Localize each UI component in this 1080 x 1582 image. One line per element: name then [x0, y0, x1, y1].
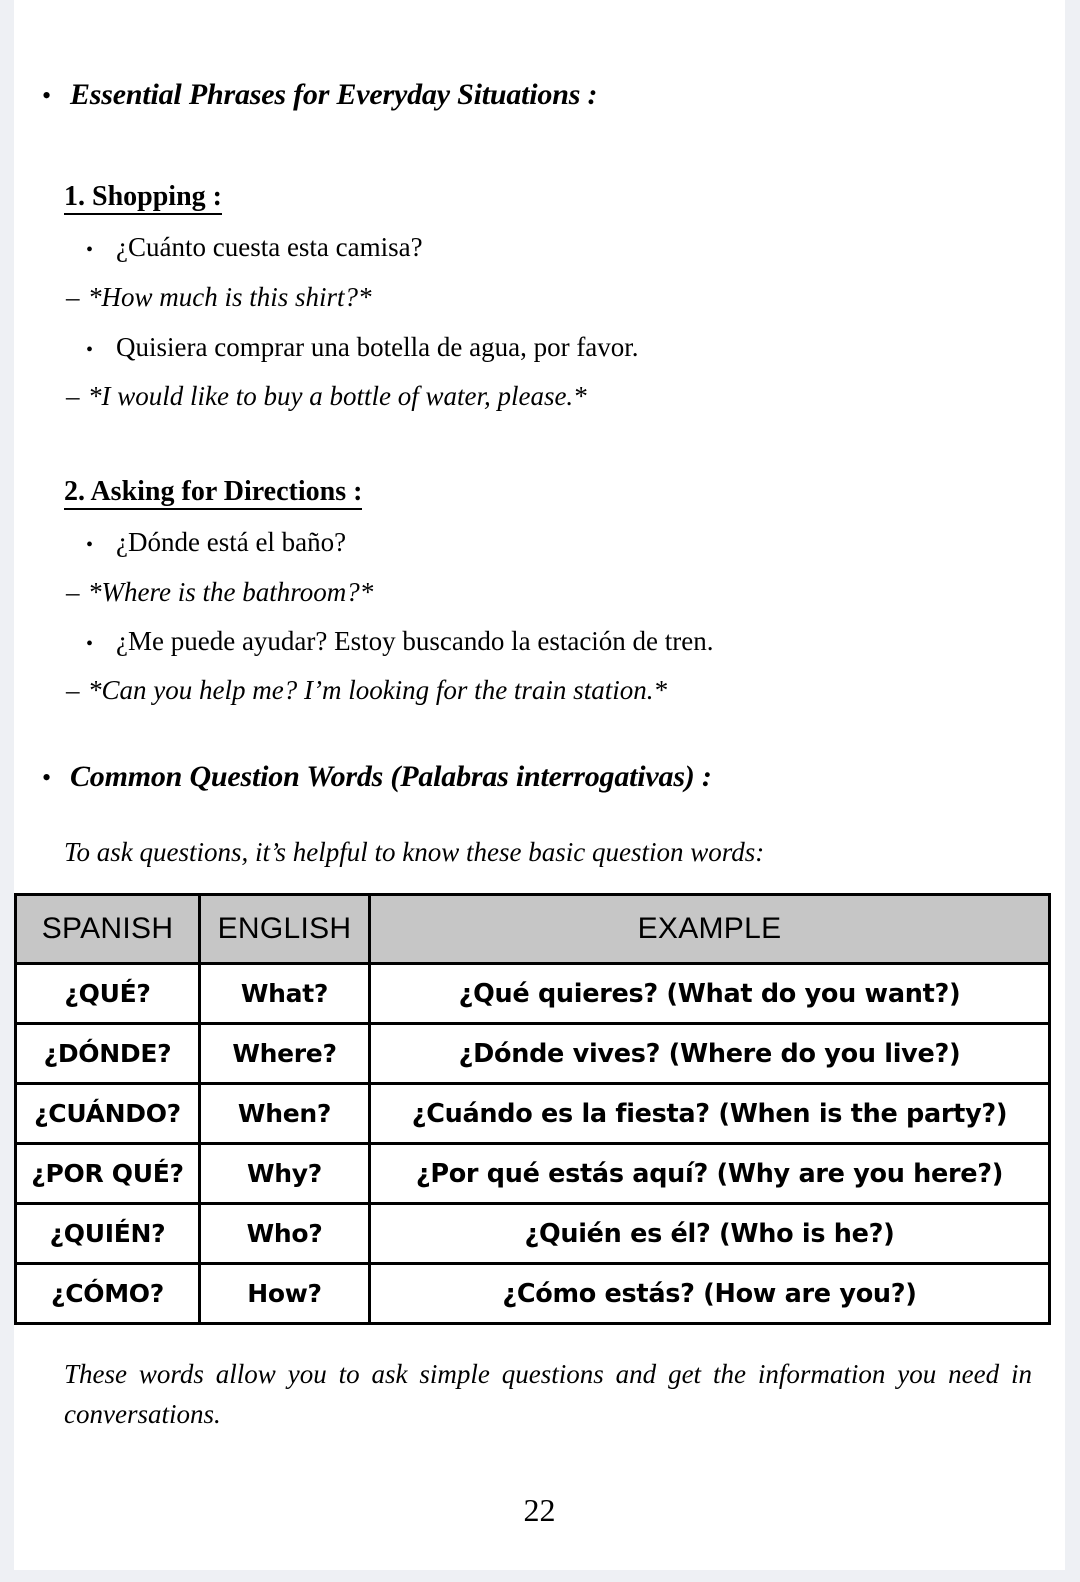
phrase-spanish: ¿Cuánto cuesta esta camisa?	[116, 232, 423, 262]
phrase-spanish: Quisiera comprar una botella de agua, por favor.	[116, 332, 639, 362]
dash-icon: –	[66, 381, 80, 411]
translation-item	[66, 577, 1046, 608]
table-row	[16, 964, 1050, 1024]
table-row	[16, 1084, 1050, 1144]
cell-english: Who?	[200, 1204, 370, 1264]
cell-english: Where?	[200, 1024, 370, 1084]
cell-spanish: ¿CUÁNDO?	[16, 1084, 200, 1144]
phrase-spanish: ¿Dónde está el baño?	[116, 527, 347, 557]
column-header-english: ENGLISH	[200, 895, 370, 964]
closing-paragraph: These words allow you to ask simple questions and get the information you need in conversations.	[64, 1359, 1032, 1429]
phrase-english: *Where is the bathroom?*	[88, 577, 374, 607]
cell-example: ¿Cómo estás? (How are you?)	[370, 1264, 1050, 1324]
cell-spanish: ¿CÓMO?	[16, 1264, 200, 1324]
bullet-icon: •	[42, 763, 52, 792]
cell-example: ¿Cuándo es la fiesta? (When is the party?)	[370, 1084, 1050, 1144]
phrase-item	[86, 626, 1036, 657]
cell-example: ¿Quién es él? (Who is he?)	[370, 1204, 1050, 1264]
bullet-icon: •	[42, 81, 52, 110]
section-heading-question-words	[42, 760, 1032, 794]
table-row	[16, 1144, 1050, 1204]
dash-icon: –	[66, 675, 80, 705]
subsection-heading-shopping	[64, 181, 222, 213]
subsection-heading-directions	[64, 476, 362, 508]
cell-example: ¿Dónde vives? (Where do you live?)	[370, 1024, 1050, 1084]
phrase-english: *I would like to buy a bottle of water, please.*	[88, 381, 587, 411]
cell-spanish: ¿DÓNDE?	[16, 1024, 200, 1084]
translation-item	[66, 675, 1046, 706]
phrase-spanish: ¿Me puede ayudar? Estoy buscando la estación de tren.	[116, 626, 714, 656]
phrase-english: *How much is this shirt?*	[88, 282, 372, 312]
section-heading-essential-phrases	[42, 78, 1032, 112]
table-row	[16, 1264, 1050, 1324]
column-header-spanish: SPANISH	[16, 895, 200, 964]
table-header-row	[16, 895, 1050, 964]
cell-spanish: ¿QUÉ?	[16, 964, 200, 1024]
dash-icon: –	[66, 577, 80, 607]
subsection-heading-label: 2. Asking for Directions :	[64, 476, 362, 510]
column-header-example: EXAMPLE	[370, 895, 1050, 964]
section-heading-label: Common Question Words (Palabras interrogativas) :	[70, 760, 712, 793]
table-row	[16, 1204, 1050, 1264]
phrase-item	[86, 232, 1036, 263]
bullet-icon: •	[86, 534, 94, 556]
cell-english: When?	[200, 1084, 370, 1144]
question-words-table	[14, 893, 1051, 1325]
bullet-icon: •	[86, 339, 94, 361]
cell-spanish: ¿QUIÉN?	[16, 1204, 200, 1264]
translation-item	[66, 282, 1046, 313]
cell-example: ¿Qué quieres? (What do you want?)	[370, 964, 1050, 1024]
cell-english: Why?	[200, 1144, 370, 1204]
phrase-item	[86, 332, 1036, 363]
cell-spanish: ¿POR QUÉ?	[16, 1144, 200, 1204]
dash-icon: –	[66, 282, 80, 312]
cell-example: ¿Por qué estás aquí? (Why are you here?)	[370, 1144, 1050, 1204]
page-number: 22	[523, 1492, 556, 1528]
table-row	[16, 1024, 1050, 1084]
cell-english: What?	[200, 964, 370, 1024]
subsection-heading-label: 1. Shopping :	[64, 181, 222, 215]
translation-item	[66, 381, 1046, 412]
document-page	[14, 0, 1065, 1570]
section-heading-label: Essential Phrases for Everyday Situations :	[70, 78, 598, 111]
table-intro-text: To ask questions, it’s helpful to know these basic question words:	[64, 837, 765, 867]
cell-english: How?	[200, 1264, 370, 1324]
bullet-icon: •	[86, 633, 94, 655]
phrase-item	[86, 527, 1036, 558]
phrase-english: *Can you help me? I’m looking for the train station.*	[88, 675, 667, 705]
bullet-icon: •	[86, 239, 94, 261]
